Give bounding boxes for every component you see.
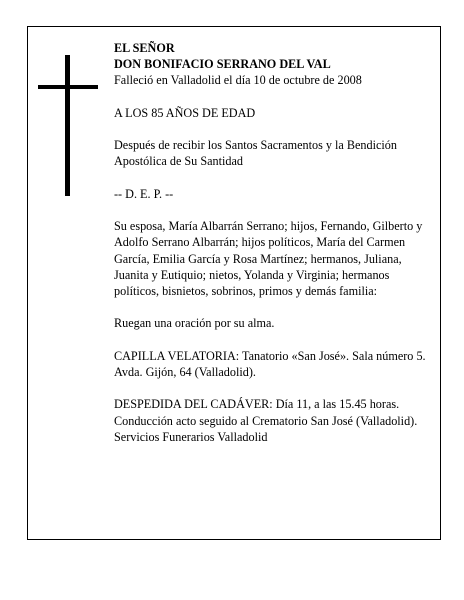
sacraments-line: Después de recibir los Santos Sacramentos y la Bendición Apostólica de Su Santidad bbox=[114, 138, 397, 169]
rip-line: -- D. E. P. -- bbox=[114, 186, 174, 201]
age-line: A LOS 85 AÑOS DE EDAD bbox=[114, 105, 256, 120]
death-info: Falleció en Valladolid el día 10 de octubre de 2008 bbox=[114, 73, 362, 88]
deceased-title: EL SEÑOR bbox=[114, 41, 175, 55]
funeral-services: Servicios Funerarios Valladolid bbox=[114, 429, 268, 444]
obituary-text bbox=[114, 40, 432, 445]
chapel-info: CAPILLA VELATORIA: Tanatorio «San José». Sala número 5. Avda. Gijón, 64 (Valladolid). bbox=[114, 348, 426, 379]
cross-icon bbox=[65, 55, 70, 196]
prayer-line: Ruegan una oración por su alma. bbox=[114, 316, 275, 331]
cross-icon-arm bbox=[38, 85, 98, 89]
family-list: Su esposa, María Albarrán Serrano; hijos, Fernando, Gilberto y Adolfo Serrano Albarrán; hijos políticos, María del Carmen García, Emilia García y Rosa Martínez; hermanos, Juliana, Juanita y Eutiquio; nietos, Yolanda y Virginia; hermanos políticos, bisnietos, sobrinos, primos y demás familia: bbox=[114, 219, 423, 298]
farewell-info: DESPEDIDA DEL CADÁVER: Día 11, a las 15.45 horas. Conducción acto seguido al Crematorio San José (Valladolid). bbox=[114, 397, 418, 428]
deceased-name: DON BONIFACIO SERRANO DEL VAL bbox=[114, 57, 331, 72]
